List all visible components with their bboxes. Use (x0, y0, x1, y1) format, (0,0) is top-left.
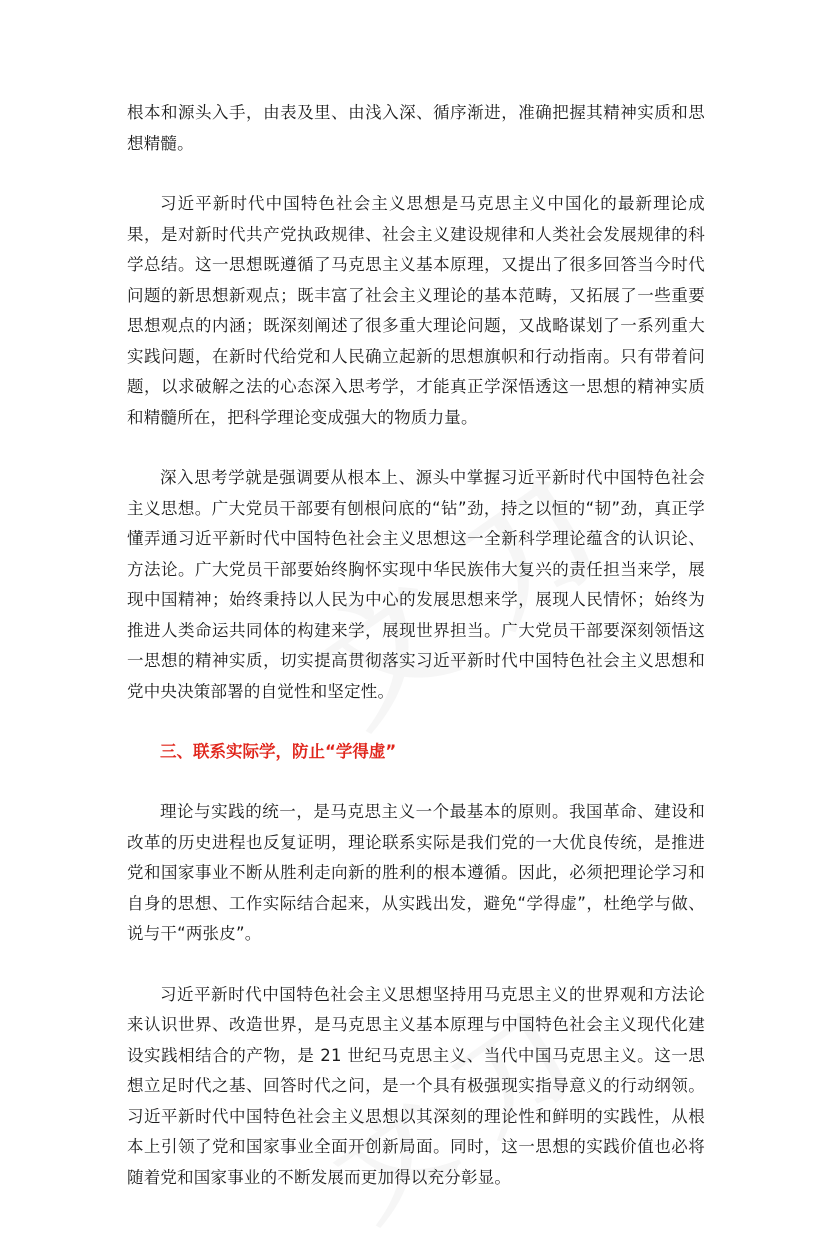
paragraph: 理论与实践的统一，是马克思主义一个最基本的原则。我国革命、建设和改革的历史进程也反复证明，理论联系实际是我们党的一大优良传统，是推进党和国家事业不断从胜利走向新的胜利的根本遵循。因此，必须把理论学习和自身的思想、工作实际结合起来，从实践出发，避免“学得虚”，杜绝学与做、说与干“两张皮”。 (127, 802, 705, 943)
document-body (127, 98, 705, 1223)
paragraph: 深入思考学就是强调要从根本上、源头中掌握习近平新时代中国特色社会主义思想。广大党员干部要有刨根问底的“钻”劲，持之以恒的“韧”劲，真正学懂弄通习近平新时代中国特色社会主义思想这一全新科学理论蕴含的认识论、方法论。广大党员干部要始终胸怀实现中华民族伟大复兴的责任担当来学，展现中国精神；始终秉持以人民为中心的发展思想来学，展现人民情怀；始终为推进人类命运共同体的构建来学，展现世界担当。广大党员干部要深刻领悟这一思想的精神实质，切实提高贯彻落实习近平新时代中国特色社会主义思想和党中央决策部署的自觉性和坚定性。 (127, 468, 705, 701)
section-heading: 三、联系实际学，防止“学得虚” (160, 742, 397, 761)
paragraph: 习近平新时代中国特色社会主义思想是马克思主义中国化的最新理论成果，是对新时代共产党执政规律、社会主义建设规律和人类社会发展规律的科学总结。这一思想既遵循了马克思主义基本原理，又提出了很多回答当今时代问题的新思想新观点；既丰富了社会主义理论的基本范畴，又拓展了一些重要思想观点的内涵；既深刻阐述了很多重大理论问题，又战略谋划了一系列重大实践问题，在新时代给党和人民确立起新的思想旗帜和行动指南。只有带着问题，以求破解之法的心态深入思考学，才能真正学深悟透这一思想的精神实质和精髓所在，把科学理论变成强大的物质力量。 (127, 194, 705, 427)
paragraph: 习近平新时代中国特色社会主义思想坚持用马克思主义的世界观和方法论来认识世界、改造世界，是马克思主义基本原理与中国特色社会主义现代化建设实践相结合的产物，是 21 世纪马克思主义、当代中国马克思主义。这一思想立足时代之基、回答时代之问，是一个具有极强现实指导意义的行动纲领。习近平新时代中国特色社会主义思想以其深刻的理论性和鲜明的实践性，从根本上引领了党和国家事业全面开创新局面。同时，这一思想的实践价值也必将随着党和国家事业的不断发展而更加得以充分彰显。 (127, 984, 705, 1187)
paragraph: 根本和源头入手，由表及里、由浅入深、循序渐进，准确把握其精神实质和思想精髓。 (127, 103, 705, 153)
